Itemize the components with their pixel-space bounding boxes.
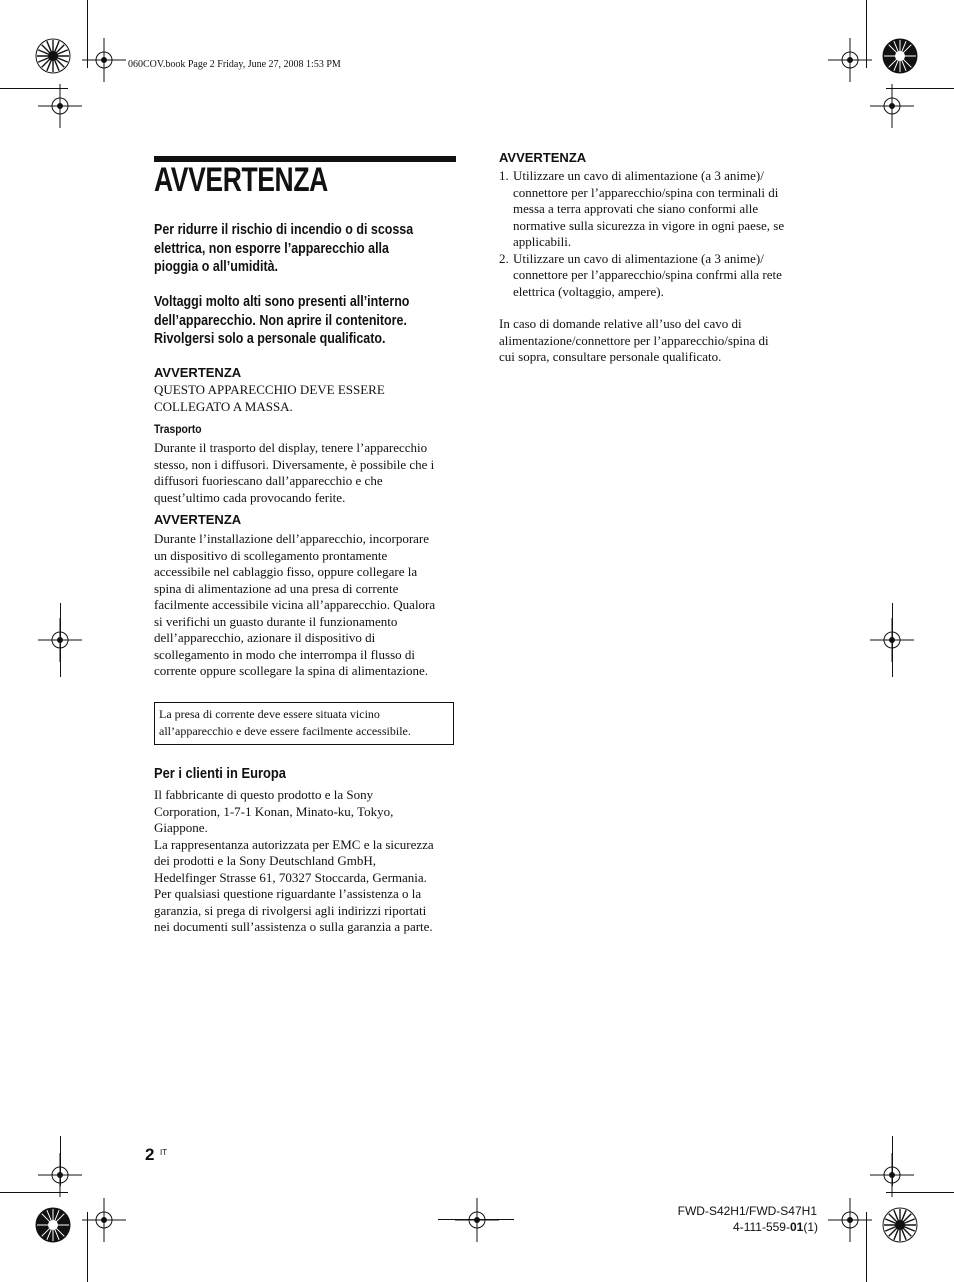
text-line: all’apparecchio e deve essere facilmente accessibile.: [159, 723, 411, 738]
model-number: FWD-S42H1/FWD-S47H1: [677, 1204, 817, 1218]
list-item: [499, 168, 784, 251]
text-line: garanzia, si prega di rivolgersi agli indirizzi riportati: [154, 902, 427, 918]
registration-mark-icon: [82, 1198, 126, 1242]
text-line: facilmente accessibile vicina all’apparecchio. Qualora: [154, 597, 436, 612]
text-line: elettrica (voltaggio, ampere).: [513, 283, 664, 299]
registration-mark-icon: [38, 618, 82, 662]
rosette-icon: [882, 38, 918, 74]
text-line: un dispositivo di scollegamento prontamente: [154, 547, 388, 563]
text-line: COLLEGATO A MASSA.: [154, 398, 293, 414]
rosette-icon: [35, 38, 71, 74]
registration-mark-icon: [455, 1198, 499, 1242]
text-line: diffusori fuoriescano dall’apparecchio e che: [154, 473, 383, 488]
text-line: Per qualsiasi questione riguardante l’assistenza o la: [154, 886, 422, 901]
text-line: dei prodotti e la Sony Deutschland GmbH,: [154, 853, 377, 868]
text-line: scollegamento in modo che interrompa il flusso di: [154, 646, 416, 662]
section-body: [154, 440, 434, 506]
warning-block-2: [154, 293, 455, 349]
registration-mark-icon: [870, 84, 914, 128]
text-line: La rappresentanza autorizzata per EMC e la sicurezza: [154, 836, 434, 852]
note-box: [154, 702, 454, 745]
page-title: AVVERTENZA: [154, 161, 328, 199]
registration-mark-icon: [82, 38, 126, 82]
text-line: si verifichi un guasto durante il funzionamento: [154, 613, 398, 629]
section-heading: Per i clienti in Europa: [154, 765, 286, 782]
text-line: Giappone.: [154, 820, 208, 835]
text-line: quest’ultimo cada provocando ferite.: [154, 489, 346, 505]
text-line: messa a terra approvati che siano conformi alle: [513, 201, 759, 216]
rosette-icon: [882, 1207, 918, 1243]
text-line: elettrica, non esporre l’apparecchio alla: [154, 240, 389, 257]
text-line: stesso, non i diffusori. Diversamente, è possibile che i: [154, 456, 435, 472]
section-heading: Trasporto: [154, 422, 202, 436]
text-line: alimentazione/connettore per l’apparecchio/spina di: [499, 332, 769, 348]
part-number-suffix: (1): [803, 1220, 818, 1234]
part-number-prefix: 4-111-559-: [733, 1220, 790, 1234]
text-line: Per ridurre il rischio di incendio o di scossa: [154, 222, 414, 238]
list-number: 2.: [499, 250, 509, 266]
list-number: 1.: [499, 168, 509, 183]
text-line: dell’apparecchio, azionare il dispositivo di: [154, 630, 376, 645]
text-line: cui sopra, consultare personale qualificato.: [499, 349, 722, 364]
text-line: corrente oppure scollegare la spina di alimentazione.: [154, 663, 428, 678]
text-line: connettore per l’apparecchio/spina con terminali di: [513, 184, 779, 200]
text-line: dell’apparecchio. Non aprire il contenitore.: [154, 312, 407, 329]
text-line: QUESTO APPARECCHIO DEVE ESSERE: [154, 382, 385, 397]
section-body: [154, 382, 385, 415]
part-number: [733, 1220, 818, 1234]
section-body: [499, 316, 769, 366]
registration-mark-icon: [38, 1153, 82, 1197]
registration-mark-icon: [828, 38, 872, 82]
text-line: accessibile nel cablaggio fisso, oppure collegare la: [154, 564, 418, 579]
text-line: normative sulla sicurezza in vigore in ogni paese, se: [513, 217, 785, 233]
section-body: [154, 787, 434, 936]
registration-mark-icon: [870, 618, 914, 662]
list-item: [499, 251, 784, 301]
text-line: spina di alimentazione ad una presa di corrente: [154, 580, 399, 596]
section-heading: AVVERTENZA: [154, 365, 242, 380]
file-info-header: 060COV.book Page 2 Friday, June 27, 2008 1:53 PM: [128, 59, 341, 70]
text-line: Voltaggi molto alti sono presenti all’interno: [154, 294, 410, 310]
registration-mark-icon: [38, 84, 82, 128]
text-line: Utilizzare un cavo di alimentazione (a 3 anime)/: [513, 168, 764, 183]
part-number-bold: 01: [789, 1220, 804, 1234]
text-line: Durante l’installazione dell’apparecchio, incorporare: [154, 531, 430, 546]
registration-mark-icon: [870, 1153, 914, 1197]
text-line: Corporation, 1-7-1 Konan, Minato-ku, Tokyo,: [154, 803, 394, 819]
registration-mark-icon: [828, 1198, 872, 1242]
text-line: Hedelfinger Strasse 61, 70327 Stoccarda, Germania.: [154, 869, 427, 885]
section-heading: AVVERTENZA: [154, 512, 242, 527]
text-line: Durante il trasporto del display, tenere l’apparecchio: [154, 440, 428, 455]
numbered-list: [499, 168, 784, 300]
text-line: In caso di domande relative all’uso del cavo di: [499, 316, 742, 331]
text-line: Rivolgersi solo a personale qualificato.: [154, 331, 386, 347]
section-body: [154, 531, 435, 680]
warning-block-1: [154, 221, 455, 277]
rosette-icon: [35, 1207, 71, 1243]
text-line: Il fabbricante di questo prodotto e la Sony: [154, 787, 374, 802]
text-line: Utilizzare un cavo di alimentazione (a 3 anime)/: [513, 250, 764, 266]
page-language-code: IT: [160, 1148, 168, 1157]
text-line: La presa di corrente deve essere situata vicino: [159, 707, 380, 721]
page-number: 2: [145, 1145, 155, 1164]
text-line: applicabili.: [513, 234, 572, 249]
text-line: connettore per l’apparecchio/spina confrmi alla rete: [513, 267, 782, 282]
text-line: nei documenti sull’assistenza o sulla garanzia a parte.: [154, 919, 433, 934]
text-line: pioggia o all’umidità.: [154, 259, 279, 275]
section-heading: AVVERTENZA: [499, 150, 587, 165]
